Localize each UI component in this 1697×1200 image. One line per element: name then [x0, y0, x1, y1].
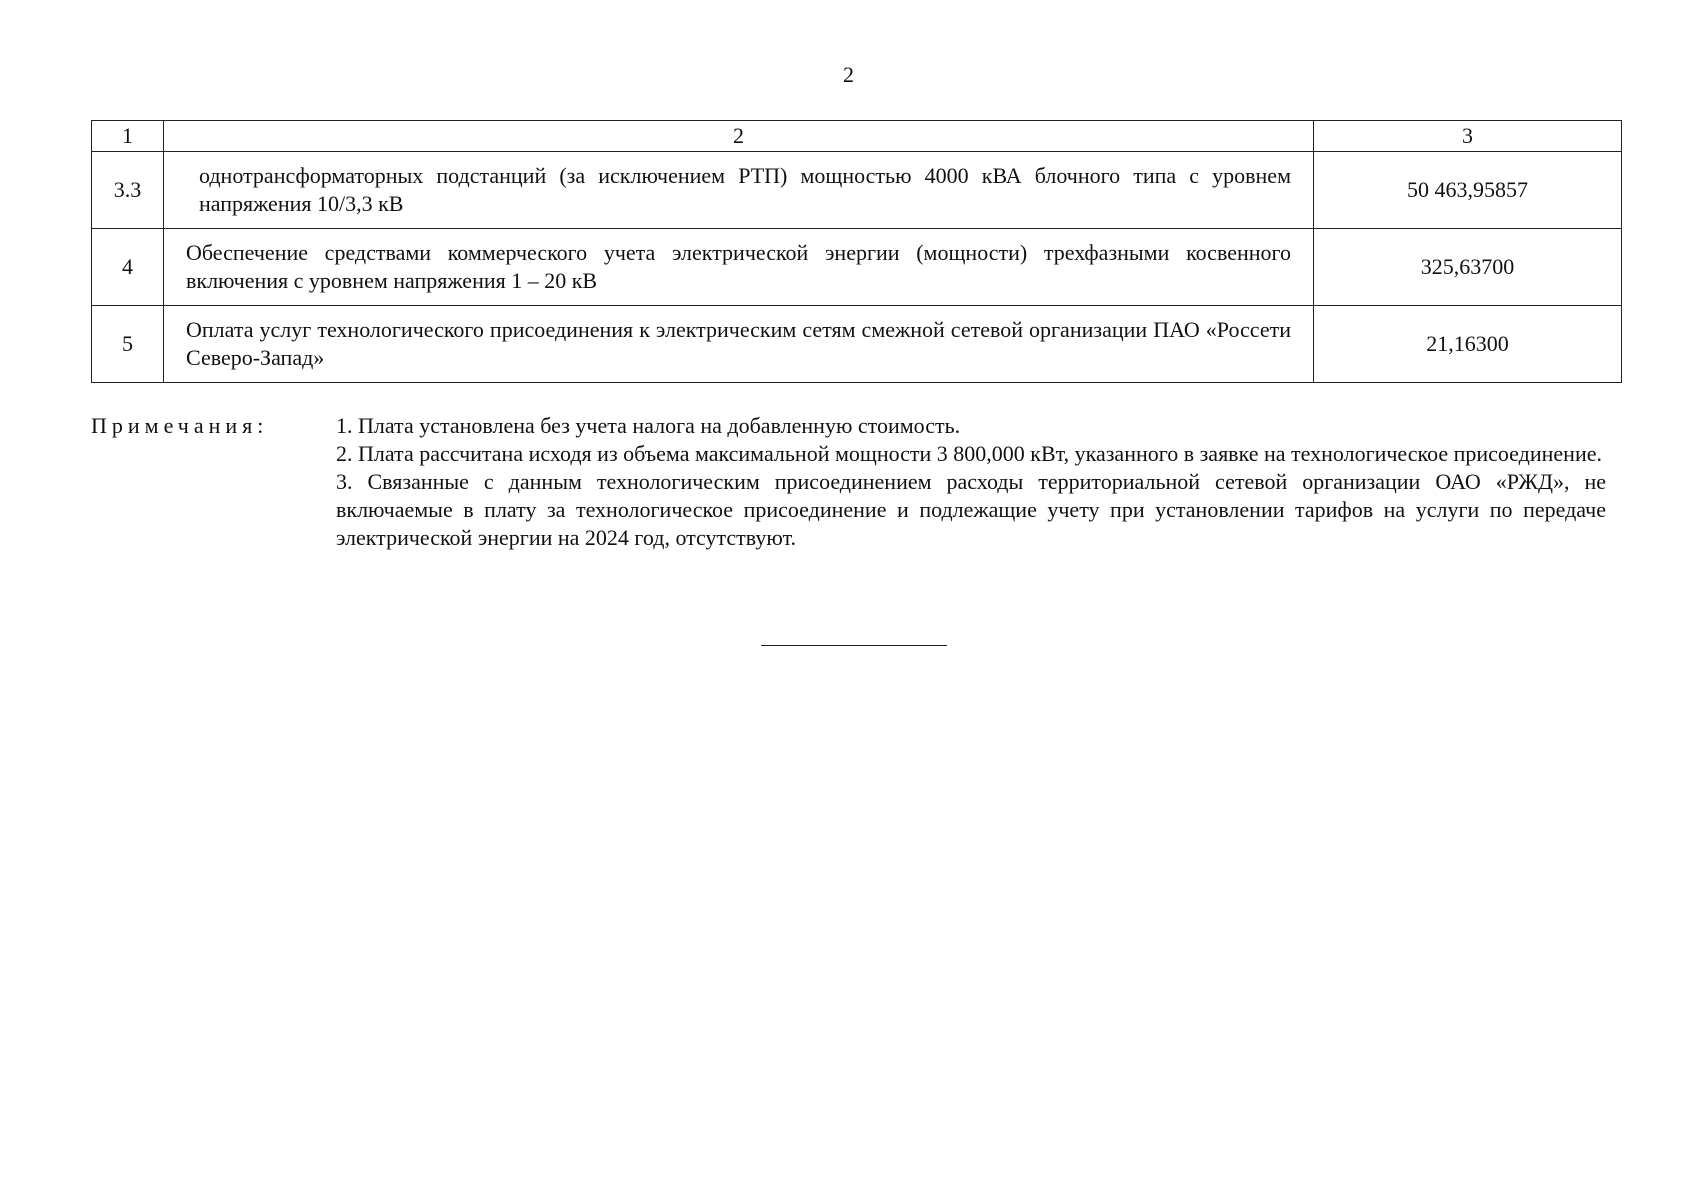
row-value: 50 463,95857	[1314, 152, 1622, 229]
note-item: 2. Плата рассчитана исходя из объема максимальной мощности 3 800,000 кВт, указанного в заявке на технологическое присоединение.	[336, 441, 1602, 466]
notes-label: Примечания:	[91, 413, 269, 438]
end-of-document-line	[761, 645, 947, 646]
column-header: 1	[92, 121, 164, 152]
note-item: 1. Плата установлена без учета налога на добавленную стоимость.	[336, 413, 961, 438]
row-value: 21,16300	[1314, 306, 1622, 383]
row-value: 325,63700	[1314, 229, 1622, 306]
row-description: однотрансформаторных подстанций (за исключением РТП) мощностью 4000 кВА блочного типа с уровнем напряжения 10/3,3 кВ	[164, 152, 1314, 229]
row-number: 4	[92, 229, 164, 306]
row-number: 5	[92, 306, 164, 383]
column-header: 2	[164, 121, 1314, 152]
row-description: Оплата услуг технологического присоединения к электрическим сетям смежной сетевой организации ПАО «Россети Северо-Запад»	[164, 306, 1314, 383]
page-number: 2	[843, 62, 854, 87]
column-header: 3	[1314, 121, 1622, 152]
note-item: 3. Связанные с данным технологическим присоединением расходы территориальной сетевой организации ОАО «РЖД», не включаемые в плату за технологическое присоединение и подлежащие учету при установлении тарифов на услуги по передаче электрической энергии на 2024 год, отсутствуют.	[336, 469, 1606, 550]
row-description: Обеспечение средствами коммерческого учета электрической энергии (мощности) трехфазными косвенного включения с уровнем напряжения 1 – 20 кВ	[164, 229, 1314, 306]
table-header-row	[92, 121, 1622, 152]
table-row	[92, 306, 1622, 383]
table-row	[92, 229, 1622, 306]
tariff-table	[91, 120, 1622, 383]
notes-list	[336, 412, 1606, 552]
row-number: 3.3	[92, 152, 164, 229]
table-row	[92, 152, 1622, 229]
